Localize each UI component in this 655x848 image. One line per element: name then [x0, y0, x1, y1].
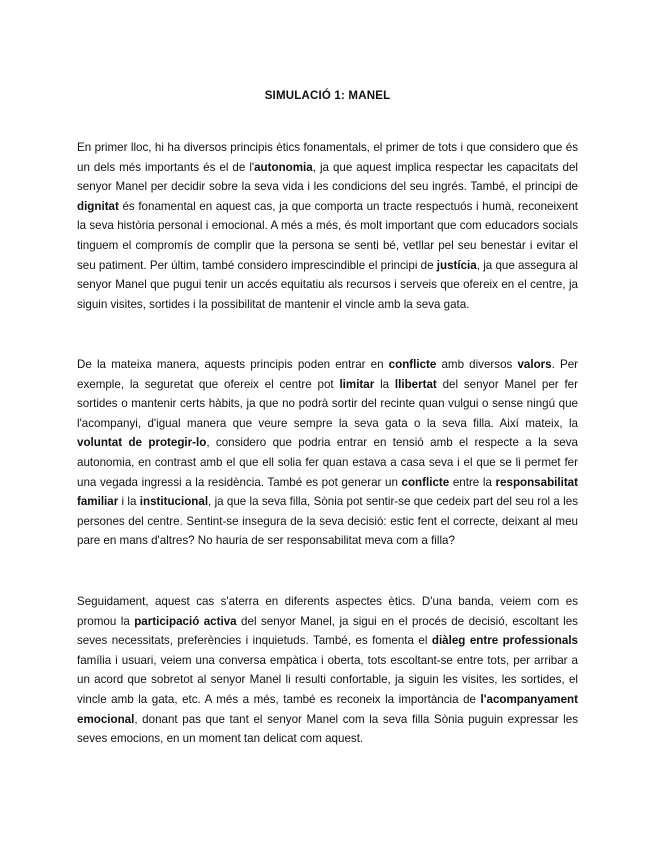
text-run: , ja que la seva filla, Sònia pot sentir-se que cedeix part del seu rol a les persones del centre. Sentint-se insegura de la seva decisió: estic fent el correcte, deixant al meu pare en mans d'altres? No hauria de ser responsabilitat meva com a filla? — [77, 495, 578, 548]
text-run: En primer lloc, hi ha diversos principis ètics fonamentals, el primer de tots i que considero que és un dels més importants és el de l' — [77, 141, 578, 174]
text-run: i la — [118, 495, 140, 509]
text-run: , considero que podria entrar en tensió amb el respecte a la seva autonomia, en contrast amb el que ell solia fer quan estava a casa seva i el que se li permet fer una vegada ingressi a la residència. També es pot generar un — [77, 436, 578, 489]
text-run: del senyor Manel, ja sigui en el procés de decisió, escoltant les seves necessitats, preferències i inquietuds. També, es fomenta el — [77, 614, 578, 648]
bold-term: voluntat de protegir-lo — [77, 436, 207, 450]
document-title: SIMULACIÓ 1: MANEL — [264, 90, 391, 102]
paragraph-conflicts — [77, 355, 578, 551]
paragraph-ethical-aspects — [77, 592, 578, 749]
bold-term: justícia — [436, 258, 477, 272]
bold-term: participació activa — [134, 614, 237, 628]
bold-term: conflicte — [401, 475, 450, 489]
text-run: De la mateixa manera, aquests principis poden entrar en — [77, 358, 389, 371]
text-run: Seguidament, aquest cas s'aterra en diferents aspectes ètics. D'una banda, veiem com es promou la — [77, 595, 578, 628]
text-run: és fonamental en aquest cas, ja que comporta un tracte respectuós i humà, reconeixent la seva història personal i emocional. A més a més, és molt important que com educadors socials tinguem el compromís de complir que la persona se senti bé, vetllar pel seu benestar i evitar el seu patiment. Per últim, també considero imprescindible el principi de — [77, 199, 578, 272]
bold-term: conflicte — [388, 358, 437, 371]
bold-term: diàleg entre professionals — [431, 634, 578, 648]
text-run: amb diversos — [436, 358, 518, 371]
text-run: entre la — [449, 475, 496, 489]
text-run: la — [374, 377, 395, 391]
bold-term: llibertat — [394, 377, 437, 391]
text-run: del senyor Manel per fer sortides o mantenir certs hàbits, ja que no podrà sortir del recinte quan vulgui o sense ningú que l'acompanyi, d'igual manera que veure sempre la seva gata o la seva filla. Així mateix, la — [77, 377, 578, 430]
text-run: , ja que assegura al senyor Manel que pugui tenir un accés equitatiu als recursos i serveis que ofereix en el centre, ja siguin visites, sortides i la possibilitat de mantenir el vincle amb la seva gata. — [77, 258, 579, 311]
bold-term: l'acompanyament emocional — [77, 692, 578, 726]
bold-term: autonomia — [254, 160, 313, 174]
text-run: família i usuari, veiem una conversa empàtica i oberta, tots escoltant-se entre tots, per arribar a un acord que sobretot al senyor Manel li resulti confortable, ja siguin les visites, les sortides, el vincle amb la gata, etc. A més a més, també es reconeix la importància de — [77, 653, 578, 706]
paragraph-principles — [77, 138, 578, 314]
bold-term: valors — [517, 358, 552, 371]
bold-term: institucional — [139, 495, 209, 509]
text-run: . Per exemple, la seguretat que ofereix el centre pot — [77, 358, 579, 391]
bold-term: responsabilitat familiar — [77, 475, 578, 509]
bold-term: dignitat — [77, 199, 119, 213]
text-run: , ja que aquest implica respectar les capacitats del senyor Manel per decidir sobre la seva vida i les condicions del seu ingrés. També, el principi de — [77, 160, 578, 194]
text-run: , donant pas que tant el senyor Manel com la seva filla Sònia puguin expressar les seves emocions, en un moment tan delicat com aquest. — [77, 712, 578, 746]
bold-term: limitar — [339, 377, 375, 391]
